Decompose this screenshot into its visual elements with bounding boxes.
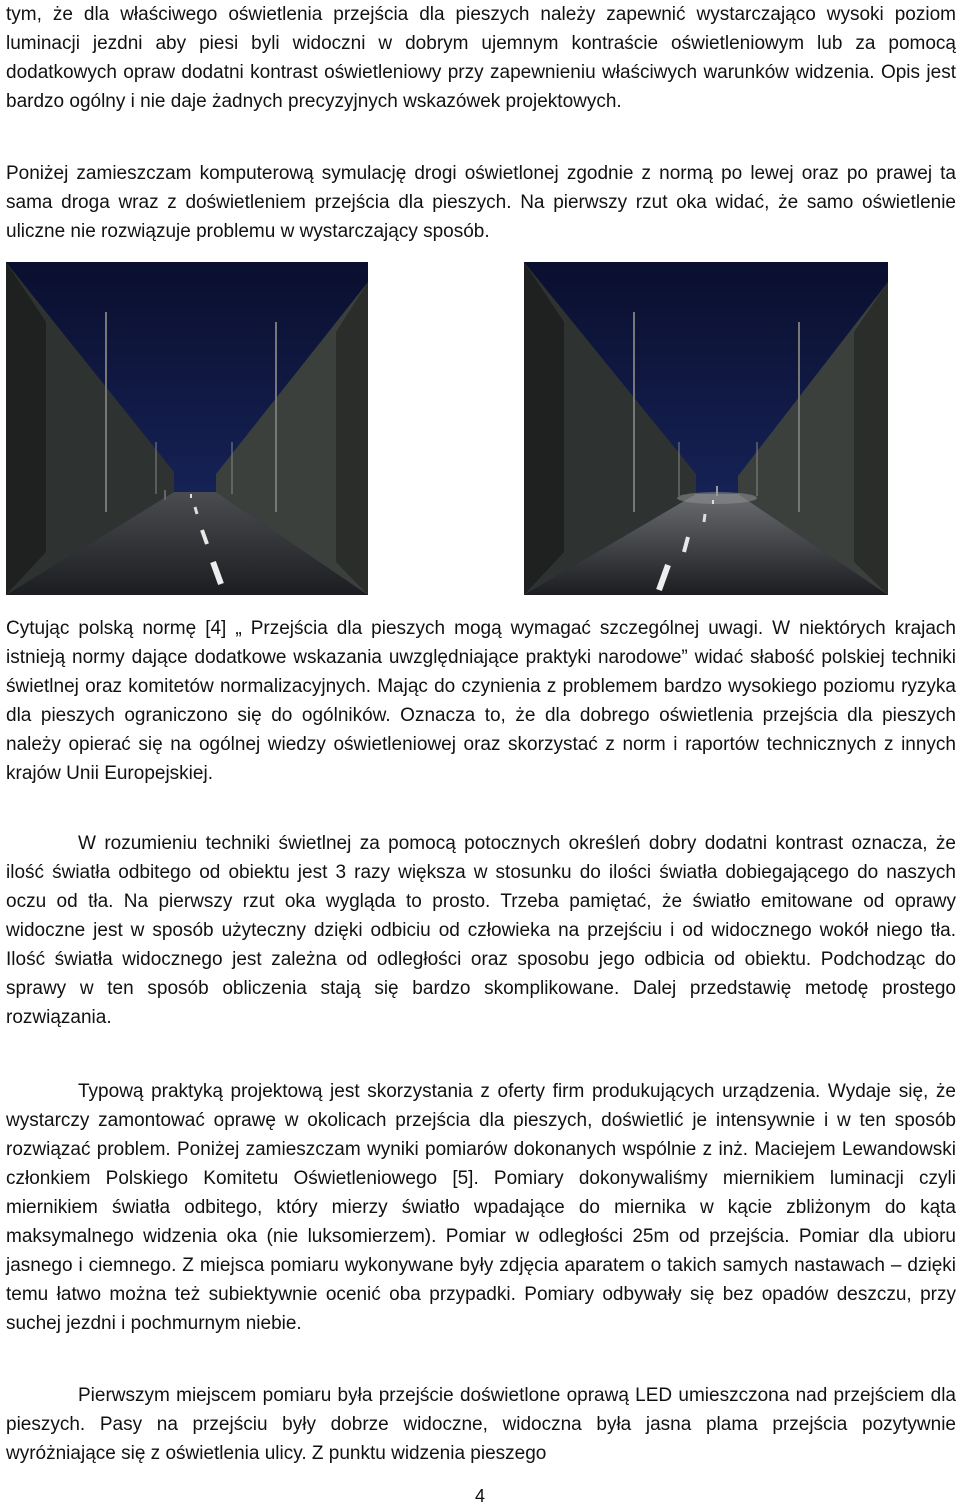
paragraph-4: W rozumieniu techniki świetlnej za pomocą potocznych określeń dobry dodatni kontrast oznacza, że ilość światła odbitego od obiektu jest 3 razy większa w stosunku do ilości światła dobiegającego do naszych oczu od tła. Na pierwszy rzut oka wygląda to prosto. Trzeba pamiętać, że światło emitowane od oprawy widoczne jest w sposób użyteczny dzięki odbiciu od człowieka na przejściu i od widocznego wokół niego tła. Ilość światła widocznego jest zależna od odległości oraz sposobu jego odbicia od obiektu. Podchodząc do sprawy w ten sposób obliczenia stają się bardzo skomplikowane. Dalej przedstawię metodę prostego rozwiązania.	[6, 833, 956, 1028]
paragraph-6: Pierwszym miejscem pomiaru była przejście doświetlone oprawą LED umieszczona nad przejściem dla pieszych. Pasy na przejściu były dobrze widoczne, widoczna była jasna plama przejścia pozytywnie wyróżniające się z oświetlenia ulicy. Z punktu widzenia pieszego	[6, 1385, 956, 1464]
paragraph-2: Poniżej zamieszczam komputerową symulację drogi oświetlonej zgodnie z normą po lewej oraz po prawej ta sama droga wraz z doświetleniem przejścia dla pieszych. Na pierwszy rzut oka widać, że samo oświetlenie uliczne nie rozwiązuje problemu w wystarczający sposób.	[6, 163, 956, 242]
road-simulation-left-image	[6, 262, 368, 595]
paragraph-1: tym, że dla właściwego oświetlenia przejścia dla pieszych należy zapewnić wystarczająco wysoki poziom luminacji jezdni aby piesi byli widoczni w dobrym ujemnym kontraście oświetleniowym lub za pomocą dodatkowych opraw dodatni kontrast oświetleniowy przy zapewnieniu właściwych warunków widzenia. Opis jest bardzo ogólny i nie daje żadnych precyzyjnych wskazówek projektowych.	[6, 4, 956, 112]
road-simulation-right-image	[524, 262, 888, 595]
page-number: 4	[474, 1486, 485, 1506]
paragraph-5: Typową praktyką projektową jest skorzystania z oferty firm produkujących urządzenia. Wydaje się, że wystarczy zamontować oprawę w okolicach przejścia dla pieszych, doświetlić je intensywnie i w ten sposób rozwiązać problem. Poniżej zamieszczam wyniki pomiarów dokonanych wspólnie z inż. Maciejem Lewandowski członkiem Polskiego Komitetu Oświetleniowego [5]. Pomiary dokonywaliśmy miernikiem luminacji czyli miernikiem światła odbitego, który mierzy światło wpadające do miernika w kącie zbliżonym do kąta maksymalnego widzenia oka (nie luksomierzem). Pomiar w odległości 25m od przejścia. Pomiar dla ubioru jasnego i ciemnego. Z miejsca pomiaru wykonywane były zdjęcia aparatem o takich samych nastawach – dzięki temu łatwo można też subiektywnie ocenić oba przypadki. Pomiary odbywały się bez opadów deszczu, przy suchej jezdni i pochmurnym niebie.	[6, 1081, 956, 1334]
paragraph-3: Cytując polską normę [4] „ Przejścia dla pieszych mogą wymagać szczególnej uwagi. W niektórych krajach istnieją normy dające dodatkowe wskazania uwzględniające praktyki narodowe” widać słabość polskiej techniki świetlnej oraz komitetów normalizacyjnych. Mając do czynienia z problemem bardzo wysokiego poziomu ryzyka dla pieszych ograniczono się do ogólników. Oznacza to, że dla dobrego oświetlenia przejścia dla pieszych należy opierać się na ogólnej wiedzy oświetleniowej oraz skorzystać z norm i raportów technicznych z innych krajów Unii Europejskiej.	[6, 618, 956, 784]
